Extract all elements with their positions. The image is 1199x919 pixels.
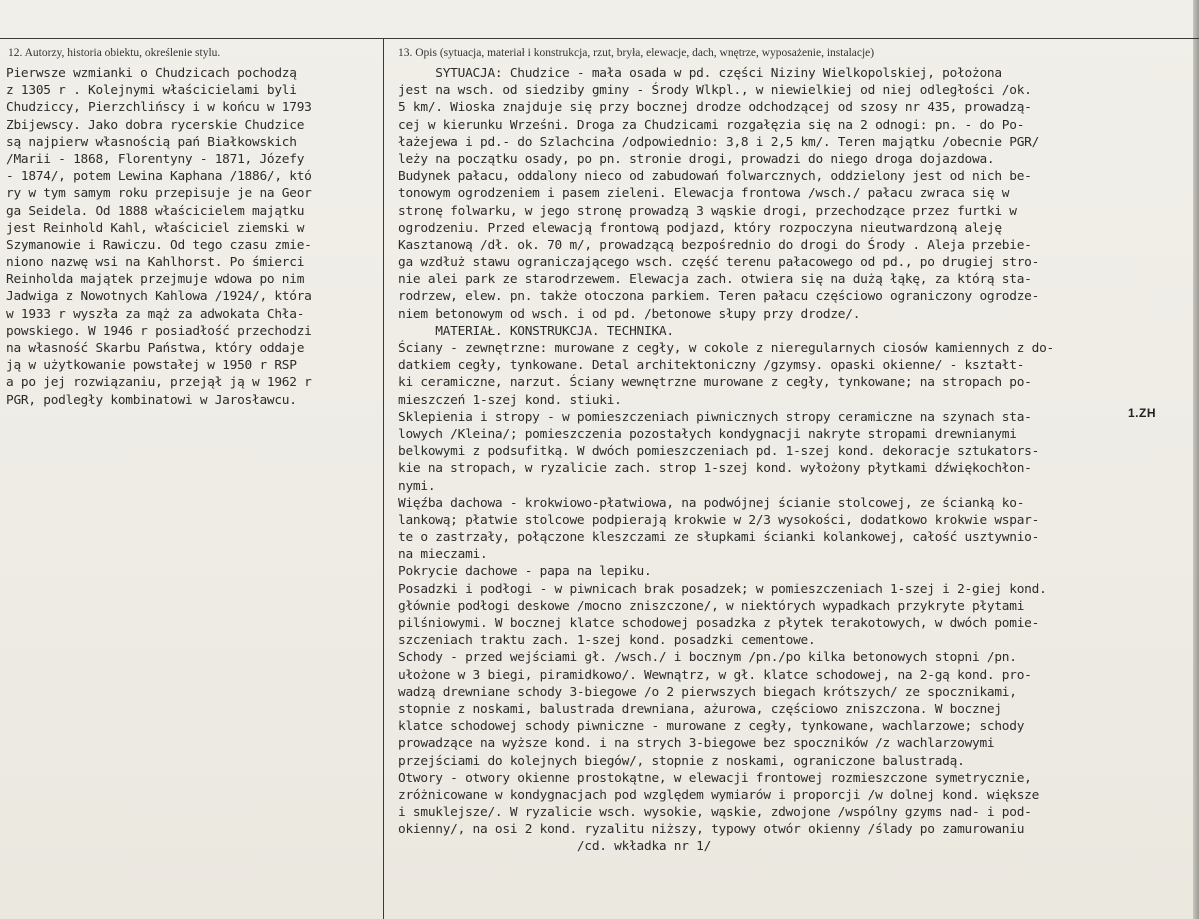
history-text-line: Pierwsze wzmianki o Chudzicach pochodzą xyxy=(6,66,297,81)
description-text-line: Sklepienia i stropy - w pomieszczeniach piwnicznych stropy ceramiczne na szynach sta- xyxy=(398,409,1032,425)
description-text-line: 5 km/. Wioska znajduje się przy bocznej drodze odchodzącej od szosy nr 435, prowadzą- xyxy=(398,100,1032,116)
description-text-line: leży na początku osady, po pn. stronie drogi, prowadzi do niego droga dojazdowa. xyxy=(398,151,995,167)
description-text-line: Schody - przed wejściami gł. /wsch./ i bocznym /pn./po kilka betonowych stopni /pn. xyxy=(398,650,1017,666)
catalog-stamp: 1.ZH xyxy=(1128,406,1157,420)
description-text-line: MATERIAŁ. KONSTRUKCJA. TECHNIKA. xyxy=(398,323,674,339)
description-text-line: na mieczami. xyxy=(398,547,488,563)
history-text-line: jest Reinhold Kahl, właściciel ziemski w xyxy=(6,220,305,236)
history-text-line: /Marii - 1868, Florentyny - 1871, Józefy xyxy=(6,151,305,167)
history-text-line: Szymanowie i Rawiczu. Od tego czasu zmie- xyxy=(6,237,312,253)
description-text-line: /cd. wkładka nr 1/ xyxy=(398,839,712,855)
history-text-line: niono nazwę wsi na Kahlhorst. Po śmierci xyxy=(6,255,305,271)
description-text-line: łażejewa i pd.- do Szlachcina /odpowiednio: 3,8 i 2,5 km/. Teren majątku /obecnie PGR/ xyxy=(398,134,1040,150)
description-text-line: stronę folwarku, w jego stronę prowadzą 3 wąskie drogi, przechodzące przez furtki w xyxy=(398,203,1017,219)
description-text-line: Więźba dachowa - krokwiowo-płatwiowa, na podwójnej ścianie stolcowej, ze ścianką ko- xyxy=(398,495,1025,511)
description-text-line: zróżnicowane w kondygnacjach pod względem wymiarów i proporcji /w dolnej kond. większe xyxy=(398,787,1040,803)
history-text-line: a po jej rozwiązaniu, przejął ją w 1962 r xyxy=(6,375,312,391)
history-text-line: Chudziccy, Pierzchlińscy i w końcu w 1793 xyxy=(6,100,312,116)
description-text-line: datkiem cegły, tynkowane. Detal architektoniczny /gzymsy. opaski okienne/ - kształt- xyxy=(398,358,1025,374)
history-text-line: Jadwiga z Nowotnych Kahlowa /1924/, która xyxy=(6,289,312,305)
description-text-line: lowych /Kleina/; pomieszczenia pozostałych kondygnacji nakryte stropami drewnianymi xyxy=(398,426,1017,442)
description-text-line: stopnie z noskami, balustrada drewniana, ażurowa, częściowo zniszczona. W bocznej xyxy=(398,701,1002,717)
description-text-line: prowadzące na wyższe kond. i na strych 3-biegowe bez spoczników /z wachlarzowymi xyxy=(398,736,995,752)
description-text-line: Ściany - zewnętrzne: murowane z cegły, w cokole z nieregularnych ciosów kamiennych z do- xyxy=(398,341,1054,356)
description-text-column xyxy=(398,65,1193,856)
description-text-line: tonowym ogrodzeniem i pasem zieleni. Elewacja frontowa /wsch./ pałacu zwraca się w xyxy=(398,186,1010,202)
description-text-line: klatce schodowej schody piwniczne - murowane z cegły, tynkowane, wachlarzowe; schody xyxy=(398,719,1025,735)
history-text-line: z 1305 r . Kolejnymi właścicielami byli xyxy=(6,83,297,99)
history-text-line: są najpierw własnością pań Białkowskich xyxy=(6,134,297,150)
description-text-line: mieszczeń 1-szej kond. stiuki. xyxy=(398,392,622,408)
column-divider xyxy=(383,38,384,919)
history-text-line: - 1874/, potem Lewina Kaphana /1886/, któ xyxy=(6,169,312,185)
page-edge-shadow xyxy=(1193,0,1199,919)
description-text-line: Pokrycie dachowe - papa na lepiku. xyxy=(398,564,652,580)
description-text-line: Otwory - otwory okienne prostokątne, w elewacji frontowej rozmieszczone symetrycznie, xyxy=(398,770,1032,786)
description-text-line: przejściami do kolejnych biegów/, stopnie z noskami, ograniczone balustradą. xyxy=(398,753,965,769)
description-text-line: ułożone w 3 biegi, piramidkowo/. Wewnątrz, w gł. klatce schodowej, na 2-gą kond. pro- xyxy=(398,667,1032,683)
description-text-line: nymi. xyxy=(398,478,436,494)
section-12-header: 12. Autorzy, historia obiektu, określenie stylu. xyxy=(8,47,221,59)
history-text-line: ga Seidela. Od 1888 właścicielem majątku xyxy=(6,203,305,219)
description-text-line: kie na stropach, w ryzalicie zach. strop 1-szej kond. wyłożony płytkami dźwiękochłon- xyxy=(398,461,1032,477)
description-text-line: Budynek pałacu, oddalony nieco od zabudowań folwarcznych, oddzielony jest od nich be- xyxy=(398,169,1032,185)
description-text-line: ki ceramiczne, narzut. Ściany wewnętrzne murowane z cegły, tynkowane; na stropach po- xyxy=(398,375,1032,391)
description-text-line: te o zastrzały, połączone kleszczami ze słupkami ścianki kolankowej, całość usztywnio- xyxy=(398,530,1040,546)
description-text-line: jest na wsch. od siedziby gminy - Środy Wlkpl., w niewielkiej od niej odległości /ok. xyxy=(398,83,1032,99)
history-text-line: powskiego. W 1946 r posiadłość przechodzi xyxy=(6,323,312,339)
history-text-line: Zbijewscy. Jako dobra rycerskie Chudzice xyxy=(6,117,305,133)
header-rule xyxy=(0,38,1199,39)
description-text-line: nie alei park ze starodrzewem. Elewacja zach. otwiera się na dużą łąkę, za którą sta- xyxy=(398,272,1032,288)
description-text-line: ga wzdłuż stawu ograniczającego wsch. część terenu pałacowego od pd., po drugiej stro- xyxy=(398,255,1040,271)
description-text-line: i smuklejsze/. W ryzalicie wsch. wysokie, wąskie, zdwojone /wspólny gzyms nad- i pod- xyxy=(398,805,1032,821)
description-text-line: ogrodzeniu. Przed elewacją frontową podjazd, który rozpoczyna nieutwardzoną aleję xyxy=(398,220,1002,236)
description-text-line: rodrzew, elew. pn. także otoczona parkiem. Teren pałacu częściowo ograniczony ogrodze- xyxy=(398,289,1040,305)
description-text-line: okienny/, na osi 2 kond. ryzalitu niższy, typowy otwór okienny /ślady po zamurowaniu xyxy=(398,822,1025,838)
description-text-line: szczeniach traktu zach. 1-szej kond. posadzki cementowe. xyxy=(398,633,816,649)
description-text-line: Posadzki i podłogi - w piwnicach brak posadzek; w pomieszczeniach 1-szej i 2-giej kond. xyxy=(398,581,1047,597)
history-text-line: PGR, podległy kombinatowi w Jarosławcu. xyxy=(6,392,297,408)
description-text-line: lankową; płatwie stolcowe podpierają krokwie w 2/3 wysokości, dodatkowo krokwie wspar- xyxy=(398,512,1040,528)
description-text-line: SYTUACJA: Chudzice - mała osada w pd. części Niziny Wielkopolskiej, położona xyxy=(398,66,1002,81)
history-text-line: Reinholda majątek przejmuje wdowa po nim xyxy=(6,272,305,288)
description-text-line: cej w kierunku Wrześni. Droga za Chudzicami rozgałęzia się na 2 odnogi: pn. - do Po- xyxy=(398,117,1025,133)
description-text-line: niem betonowym od wsch. i od pd. /betonowe słupy przy drodze/. xyxy=(398,306,861,322)
description-text-line: głównie podłogi deskowe /mocno zniszczone/, w niektórych wypadkach przykryte płytami xyxy=(398,598,1025,614)
history-text-line: ry w tym samym roku przepisuje je na Geor xyxy=(6,186,312,202)
history-text-line: ją w użytkowanie powstałej w 1950 r RSP xyxy=(6,358,297,374)
description-text-line: pilśniowymi. W bocznej klatce schodowej posadzka z płytek terakotowych, w dwóch pomie- xyxy=(398,616,1040,631)
description-text-line: wadzą drewniane schody 3-biegowe /o 2 pierwszych biegach krótszych/ ze spocznikami, xyxy=(398,684,1017,700)
history-text-line: na własność Skarbu Państwa, który oddaje xyxy=(6,341,305,356)
section-13-header: 13. Opis (sytuacja, materiał i konstrukcja, rzut, bryła, elewacje, dach, wnętrze, wyposażenie, instalacje) xyxy=(398,47,875,59)
description-text-line: belkowymi z podsufitką. W dwóch pomieszczeniach pd. 1-szej kond. dekoracje sztukators- xyxy=(398,444,1040,460)
history-text-line: w 1933 r wyszła za mąż za adwokata Chła- xyxy=(6,306,305,322)
description-text-line: Kasztanową /dł. ok. 70 m/, prowadzącą bezpośrednio do drogi do Środy . Aleja przebie- xyxy=(398,237,1032,253)
history-text-column xyxy=(6,65,382,409)
